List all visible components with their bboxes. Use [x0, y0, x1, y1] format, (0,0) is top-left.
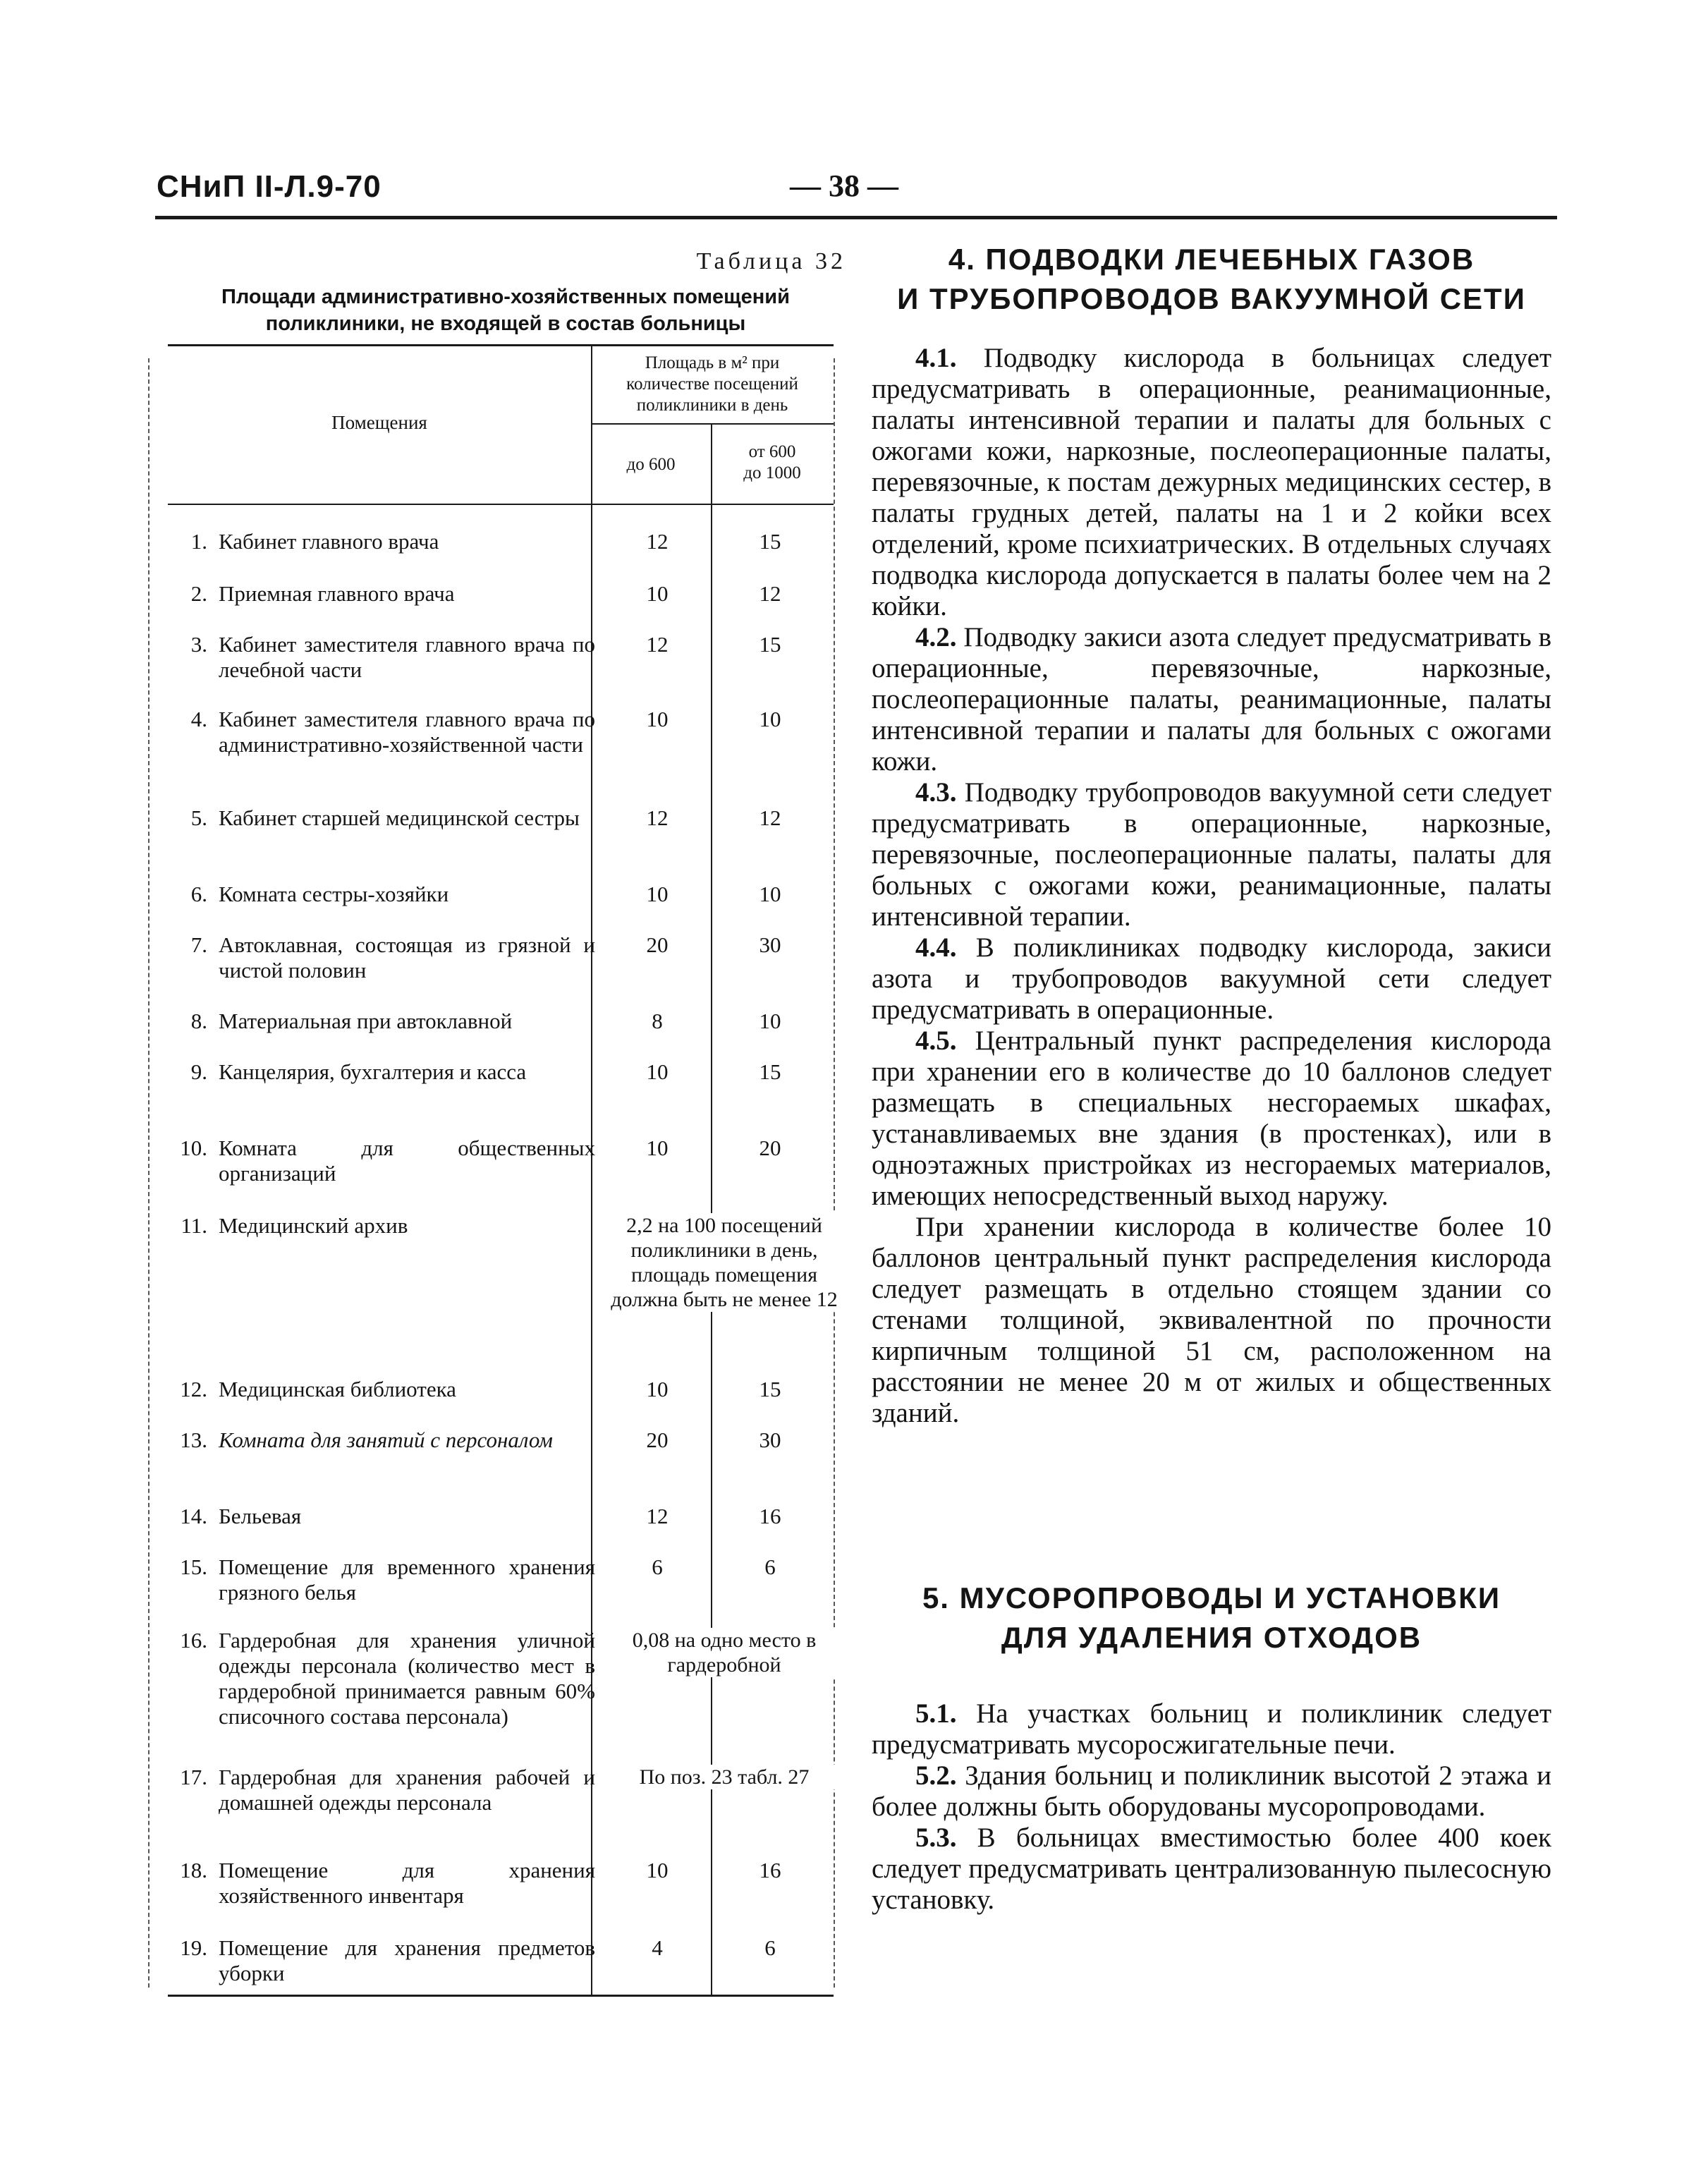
- clause-text: Подводку трубопроводов вакуумной сети следует предусматривать в операционные, наркозные, перевязочные, послеоперационные палаты, палаты для больных с ожогами кожи, реанимационные, палаты интенсивной терапии.: [872, 777, 1551, 932]
- room-name: Бельевая: [219, 1504, 302, 1528]
- area-upto-600: 20: [646, 932, 669, 957]
- row-number: 4.: [190, 707, 207, 731]
- section-4: [872, 240, 1551, 1429]
- row-number: 6.: [190, 882, 207, 906]
- area-upto-600: 12: [646, 529, 669, 554]
- area-upto-600: 12: [646, 1504, 669, 1528]
- area-upto-600: 20: [646, 1428, 669, 1452]
- col-header-sub-line: от 600: [748, 442, 796, 461]
- area-upto-600: 10: [646, 581, 669, 606]
- document-code: СНиП II-Л.9-70: [157, 169, 382, 204]
- row-number: 2.: [190, 581, 207, 606]
- col-header-rooms: Помещения: [331, 412, 427, 433]
- col-header-area-line: количестве посещений: [626, 375, 798, 394]
- clause-text: На участках больниц и поликлиник следует предусматривать мусоросжигательные печи.: [872, 1698, 1551, 1760]
- section-5-title: [872, 1578, 1551, 1657]
- table-bottom-rule: [168, 1995, 834, 1997]
- paragraph-4-5-cont: При хранении кислорода в количестве более 10 баллонов центральный пункт распределения кислорода следует размещать в отдельно стоящем здании со стенами толщиной, эквивалентной по прочности кирпичным толщиной 51 см, расположенном на расстоянии не менее 20 м от жилых и общественных зданий.: [872, 1212, 1551, 1428]
- row-number: 17.: [180, 1765, 207, 1789]
- row-number: 12.: [180, 1377, 207, 1401]
- area-600-1000: 6: [764, 1554, 776, 1579]
- row-number: 19.: [180, 1935, 207, 1960]
- clause-number: 4.3.: [915, 777, 957, 808]
- clause-number: 4.5.: [915, 1026, 957, 1056]
- area-600-1000: 30: [759, 932, 781, 957]
- row-number: 16.: [180, 1628, 207, 1653]
- paragraph-4-2: [872, 622, 1551, 777]
- area-combined: 0,08 на одно место в гардеробной: [602, 1628, 846, 1677]
- room-name: Медицинская библиотека: [219, 1377, 456, 1401]
- row-number: 9.: [190, 1059, 207, 1084]
- table-top-rule: [168, 344, 834, 346]
- area-upto-600: 10: [646, 1059, 669, 1084]
- room-name: Кабинет старшей медицинской сестры: [219, 805, 580, 830]
- room-name: Гардеробная для хранения рабочей и домашней одежды персонала: [219, 1765, 595, 1815]
- clause-text: Подводку кислорода в больницах следует предусматривать в операционные, реанимационные, палаты интенсивной терапии и палаты для больных с ожогами кожи, наркозные, послеоперационные палаты, перевязочные, к постам дежурных медицинских сестер, в палаты грудных детей, палаты на 1 и 2 койки всех отделений, кроме психиатрических. В отдельных случаях подводка кислорода допускается в палаты более чем на 2 койки.: [872, 343, 1551, 621]
- section-4-title: [872, 240, 1551, 319]
- area-600-1000: 10: [759, 707, 781, 731]
- row-number: 18.: [180, 1858, 207, 1882]
- area-600-1000: 10: [759, 882, 781, 906]
- section-title-line: ДЛЯ УДАЛЕНИЯ ОТХОДОВ: [1001, 1621, 1422, 1654]
- room-name: Кабинет заместителя главного врача по административно-хозяйственной части: [219, 707, 595, 757]
- room-name: Кабинет главного врача: [219, 529, 439, 554]
- section-title-line: И ТРУБОПРОВОДОВ ВАКУУМНОЙ СЕТИ: [897, 282, 1526, 315]
- room-name: Помещение для хранения предметов уборки: [219, 1935, 595, 1985]
- room-name: Приемная главного врача: [219, 581, 455, 606]
- row-number: 10.: [180, 1136, 207, 1160]
- clause-number: 4.1.: [915, 343, 957, 373]
- area-upto-600: 10: [646, 1136, 669, 1160]
- header-bottom-rule: [168, 504, 834, 505]
- area-combined: По поз. 23 табл. 27: [602, 1765, 846, 1789]
- row-number: 7.: [190, 932, 207, 957]
- room-name: Гардеробная для хранения уличной одежды персонала (количество мест в гардеробной принимается равным 60% списочного состава персонала): [219, 1628, 595, 1729]
- area-upto-600: 6: [652, 1554, 663, 1579]
- clause-number: 4.2.: [915, 622, 957, 652]
- table-right-edge: [834, 358, 835, 1988]
- clause-text: Подводку закиси азота следует предусматривать в операционные, перевязочные, наркозные, послеоперационные палаты, реанимационные, палаты интенсивной терапии и палаты для больных с ожогами кожи.: [872, 622, 1551, 777]
- area-upto-600: 4: [652, 1935, 663, 1960]
- row-number: 11.: [181, 1213, 207, 1238]
- area-600-1000: 16: [759, 1504, 781, 1528]
- paragraph-4-5: [872, 1026, 1551, 1212]
- area-upto-600: 12: [646, 632, 669, 657]
- clause-text: Центральный пункт распределения кислорода при хранении его в количестве до 10 баллонов следует размещать в специальных несгораемых шкафах, устанавливаемых вне здания (в простенках), или в одноэтажных пристройках из несгораемых материалов, имеющих непосредственный выход наружу.: [872, 1026, 1551, 1211]
- area-600-1000: 15: [759, 529, 781, 554]
- row-number: 8.: [190, 1009, 207, 1033]
- area-600-1000: 12: [759, 805, 781, 830]
- area-upto-600: 10: [646, 1377, 669, 1401]
- paragraph-5-3: [872, 1823, 1551, 1916]
- col-header-area-line: поликлиники в день: [636, 396, 788, 415]
- area-600-1000: 10: [759, 1009, 781, 1033]
- clause-text: В больницах вместимостью более 400 коек следует предусматривать централизованную пылесосную установку.: [872, 1823, 1552, 1915]
- col-header-600-1000: [711, 442, 834, 484]
- room-name: Помещение для временного хранения грязного белья: [219, 1554, 595, 1605]
- room-name: Комната сестры-хозяйки: [219, 882, 449, 906]
- clause-number: 4.4.: [915, 932, 957, 963]
- area-upto-600: 10: [646, 707, 669, 731]
- col-header-sub-line: до 1000: [743, 463, 801, 482]
- clause-number: 5.3.: [915, 1823, 957, 1853]
- row-number: 5.: [190, 805, 207, 830]
- paragraph-4-4: [872, 932, 1551, 1026]
- page-number: — 38 —: [790, 169, 898, 203]
- area-upto-600: 12: [646, 805, 669, 830]
- area-600-1000: 15: [759, 1377, 781, 1401]
- clause-number: 5.1.: [915, 1698, 957, 1729]
- row-number: 1.: [190, 529, 207, 554]
- area-600-1000: 20: [759, 1136, 781, 1160]
- clause-text: Здания больниц и поликлиник высотой 2 этажа и более должны быть оборудованы мусоропроводами.: [872, 1760, 1551, 1822]
- section-title-line: 4. ПОДВОДКИ ЛЕЧЕБНЫХ ГАЗОВ: [948, 243, 1475, 276]
- area-600-1000: 16: [759, 1858, 781, 1882]
- room-name: Помещение для хранения хозяйственного инвентаря: [219, 1858, 595, 1908]
- table-title: [157, 284, 855, 337]
- area-600-1000: 12: [759, 581, 781, 606]
- area-upto-600: 10: [646, 1858, 669, 1882]
- paragraph-5-1: [872, 1698, 1551, 1760]
- col-divider-values: [711, 423, 712, 1995]
- room-name: Медицинский архив: [219, 1213, 408, 1238]
- area-600-1000: 30: [759, 1428, 781, 1452]
- room-name: Кабинет заместителя главного врача по лечебной части: [219, 632, 595, 682]
- area-600-1000: 15: [759, 632, 781, 657]
- room-name: Комната для занятий с персоналом: [219, 1428, 553, 1452]
- room-name: Канцелярия, бухгалтерия и касса: [219, 1059, 527, 1084]
- room-name: Материальная при автоклавной: [219, 1009, 513, 1033]
- row-number: 14.: [180, 1504, 207, 1528]
- area-upto-600: 8: [652, 1009, 663, 1033]
- clause-text: В поликлиниках подводку кислорода, закиси азота и трубопроводов вакуумной сети следует предусматривать в операционные.: [872, 932, 1551, 1025]
- area-600-1000: 15: [759, 1059, 781, 1084]
- header-rule: [155, 216, 1557, 219]
- section-5: [872, 1578, 1551, 1916]
- table-left-edge: [148, 358, 150, 1988]
- table-caption: Таблица 32: [696, 248, 846, 274]
- section-title-line: 5. МУСОРОПРОВОДЫ И УСТАНОВКИ: [922, 1581, 1501, 1614]
- room-name: Автоклавная, состоящая из грязной и чистой половин: [219, 932, 595, 982]
- paragraph-4-3: [872, 777, 1551, 932]
- area-600-1000: 6: [764, 1935, 776, 1960]
- area-upto-600: 10: [646, 882, 669, 906]
- row-number: 13.: [180, 1428, 207, 1452]
- table-title-line: поликлиники, не входящей в состав больницы: [265, 312, 746, 335]
- room-name: Комната для общественных организаций: [219, 1136, 595, 1186]
- table-title-line: Площади административно-хозяйственных помещений: [221, 286, 790, 308]
- clause-number: 5.2.: [915, 1760, 957, 1791]
- header-sub-rule: [591, 423, 834, 425]
- areas-table: [168, 344, 838, 2007]
- paragraph-5-2: [872, 1760, 1551, 1823]
- col-header-area-line: Площадь в м² при: [645, 353, 780, 372]
- row-number: 15.: [180, 1554, 207, 1579]
- row-number: 3.: [190, 632, 207, 657]
- col-header-upto-600: до 600: [626, 455, 676, 474]
- area-combined: 2,2 на 100 посещений поликлиники в день, площадь помещения должна быть не менее 12: [602, 1213, 846, 1312]
- col-header-area: [591, 353, 834, 416]
- paragraph-4-1: [872, 343, 1551, 622]
